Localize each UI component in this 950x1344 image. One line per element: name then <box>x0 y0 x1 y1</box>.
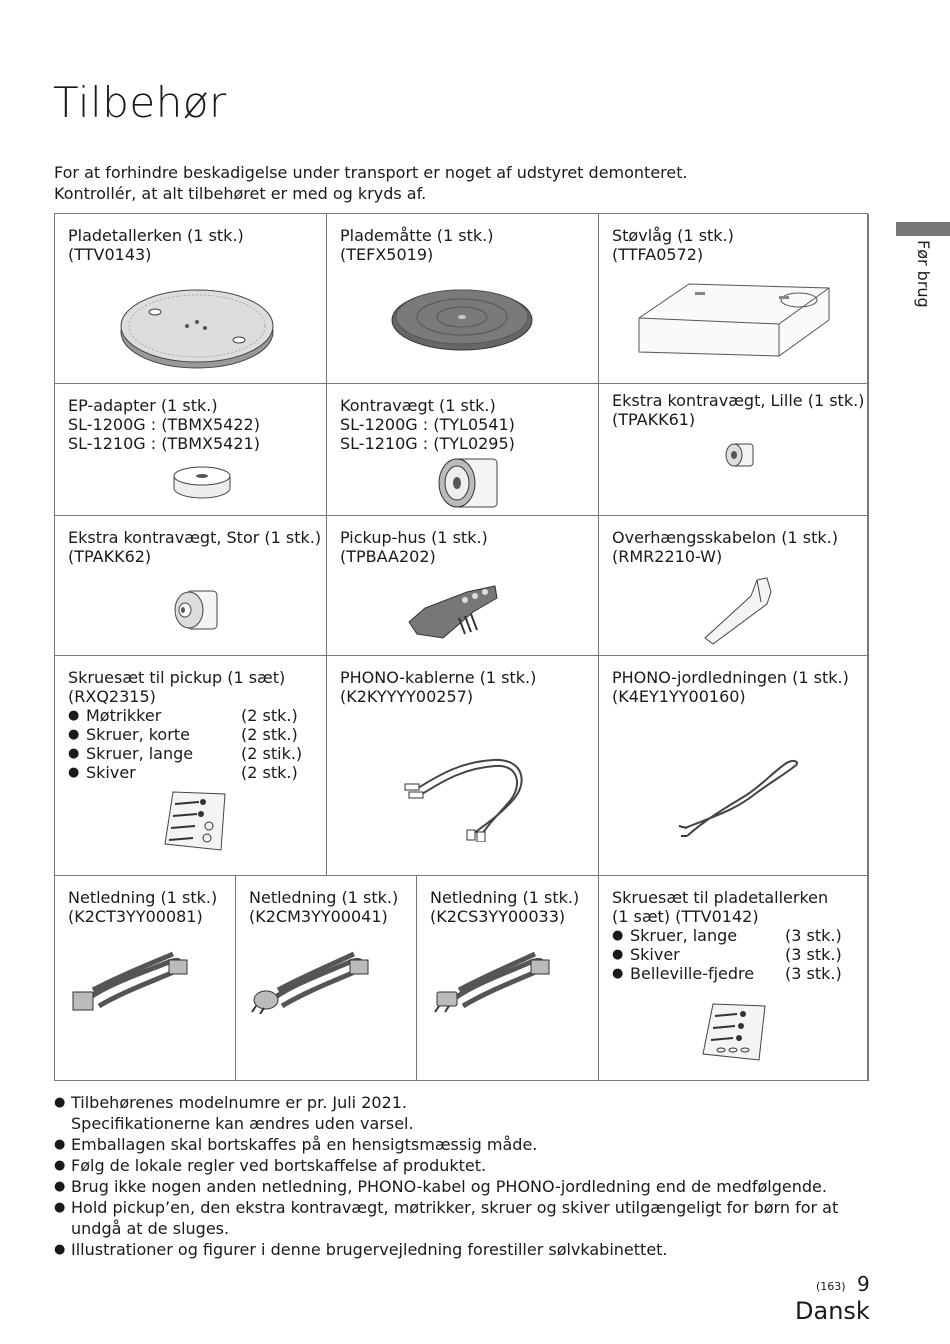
section-tab-marker <box>896 222 950 236</box>
accessories-table <box>54 213 868 1081</box>
page-code: (163) <box>816 1280 846 1293</box>
list-item: ● Skiver (3 stk.) <box>612 945 868 964</box>
list-item: ● Emballagen skal bortskaffes på en hensigtsmæssig måde. <box>54 1134 854 1155</box>
list-item: ● Skiver (2 stk.) <box>68 763 326 782</box>
phono-cable-icon <box>403 742 533 842</box>
accessory-cell: Skruesæt til pladetallerken (1 sæt) (TTV0142) ● Skruer, lange (3 stk.) ● Skiver (3 stk.) ● Belleville-fjedre (3 stk.) <box>599 876 869 1081</box>
intro-text <box>54 162 688 204</box>
accessory-cell: Pladetallerken (1 stk.) (TTV0143) <box>55 214 327 384</box>
overhang-gauge-icon <box>699 574 779 646</box>
accessory-cell: Støvlåg (1 stk.) (TTFA0572) <box>599 214 869 384</box>
platter-screw-set-icon <box>697 1000 769 1064</box>
accessory-cell: Pickup-hus (1 stk.) (TPBAA202) <box>327 516 599 656</box>
dust-cover-icon <box>629 276 839 366</box>
eu-power-cord-icon <box>250 944 374 1014</box>
accessory-cell: PHONO-kablerne (1 stk.) (K2KYYYY00257) <box>327 656 599 876</box>
list-item: ● Brug ikke nogen anden netledning, PHONO-kabel og PHONO-jordledning end de medfølgende. <box>54 1176 854 1197</box>
list-item: ● Skruer, lange (2 stik.) <box>68 744 326 763</box>
small-counterweight-icon <box>723 442 757 468</box>
notes-list <box>54 1092 854 1260</box>
section-label: Før brug <box>914 240 933 308</box>
accessory-cell: Plademåtte (1 stk.) (TEFX5019) <box>327 214 599 384</box>
headshell-icon <box>403 578 503 644</box>
accessory-cell: Ekstra kontravægt, Stor (1 stk.) (TPAKK62) <box>55 516 327 656</box>
accessory-cell: EP-adapter (1 stk.) SL-1200G : (TBMX5422) SL-1210G : (TBMX5421) <box>55 384 327 516</box>
accessory-cell: Overhængsskabelon (1 stk.) (RMR2210-W) <box>599 516 869 656</box>
uk-power-cord-icon <box>69 944 193 1014</box>
list-item: ● Møtrikker (2 stk.) <box>68 706 326 725</box>
accessory-cell: Netledning (1 stk.) (K2CS3YY00033) <box>417 876 599 1081</box>
accessory-cell: Netledning (1 stk.) (K2CT3YY00081) <box>55 876 236 1081</box>
accessory-cell: Ekstra kontravægt, Lille (1 stk.) (TPAKK61) <box>599 384 869 516</box>
accessory-cell: Skruesæt til pickup (1 sæt) (RXQ2315) ● Møtrikker (2 stk.) ● Skruer, korte (2 stk.) ● Skruer, lange (2 stik.) ● Skiver (2 stk.) <box>55 656 327 876</box>
intro-line: For at forhindre beskadigelse under transport er noget af udstyret demonteret. <box>54 163 688 182</box>
list-item: ● Belleville-fjedre (3 stk.) <box>612 964 868 983</box>
list-item: ● Illustrationer og figurer i denne brugervejledning forestiller sølvkabinettet. <box>54 1239 854 1260</box>
counterweight-icon <box>431 454 505 512</box>
page-number: 9 <box>857 1272 870 1296</box>
large-counterweight-icon <box>171 588 221 632</box>
intro-line: Kontrollér, at alt tilbehøret er med og kryds af. <box>54 184 427 203</box>
ground-wire-icon <box>675 756 805 846</box>
language-label: Dansk <box>795 1297 870 1325</box>
list-item: ● Skruer, lange (3 stk.) <box>612 926 868 945</box>
list-item: ● Hold pickup’en, den ekstra kontravægt, møtrikker, skruer og skiver utilgængeligt for børn for at undgå at de sluges. <box>54 1197 854 1239</box>
turntable-mat-icon <box>387 284 537 354</box>
accessory-cell: PHONO-jordledningen (1 stk.) (K4EY1YY00160) <box>599 656 869 876</box>
list-item: ● Tilbehørenes modelnumre er pr. Juli 2021. Specifikationerne kan ændres uden varsel. <box>54 1092 854 1134</box>
turntable-platter-icon <box>117 282 277 372</box>
accessory-cell: Netledning (1 stk.) (K2CM3YY00041) <box>236 876 417 1081</box>
list-item: ● Skruer, korte (2 stk.) <box>68 725 326 744</box>
list-item: ● Følg de lokale regler ved bortskaffelse af produktet. <box>54 1155 854 1176</box>
accessory-cell: Kontravægt (1 stk.) SL-1200G : (TYL0541) SL-1210G : (TYL0295) <box>327 384 599 516</box>
schuko-power-cord-icon <box>431 944 555 1014</box>
page-title: Tilbehør <box>53 78 227 127</box>
screw-set-icon <box>159 786 229 856</box>
ep-adapter-icon <box>171 464 233 500</box>
